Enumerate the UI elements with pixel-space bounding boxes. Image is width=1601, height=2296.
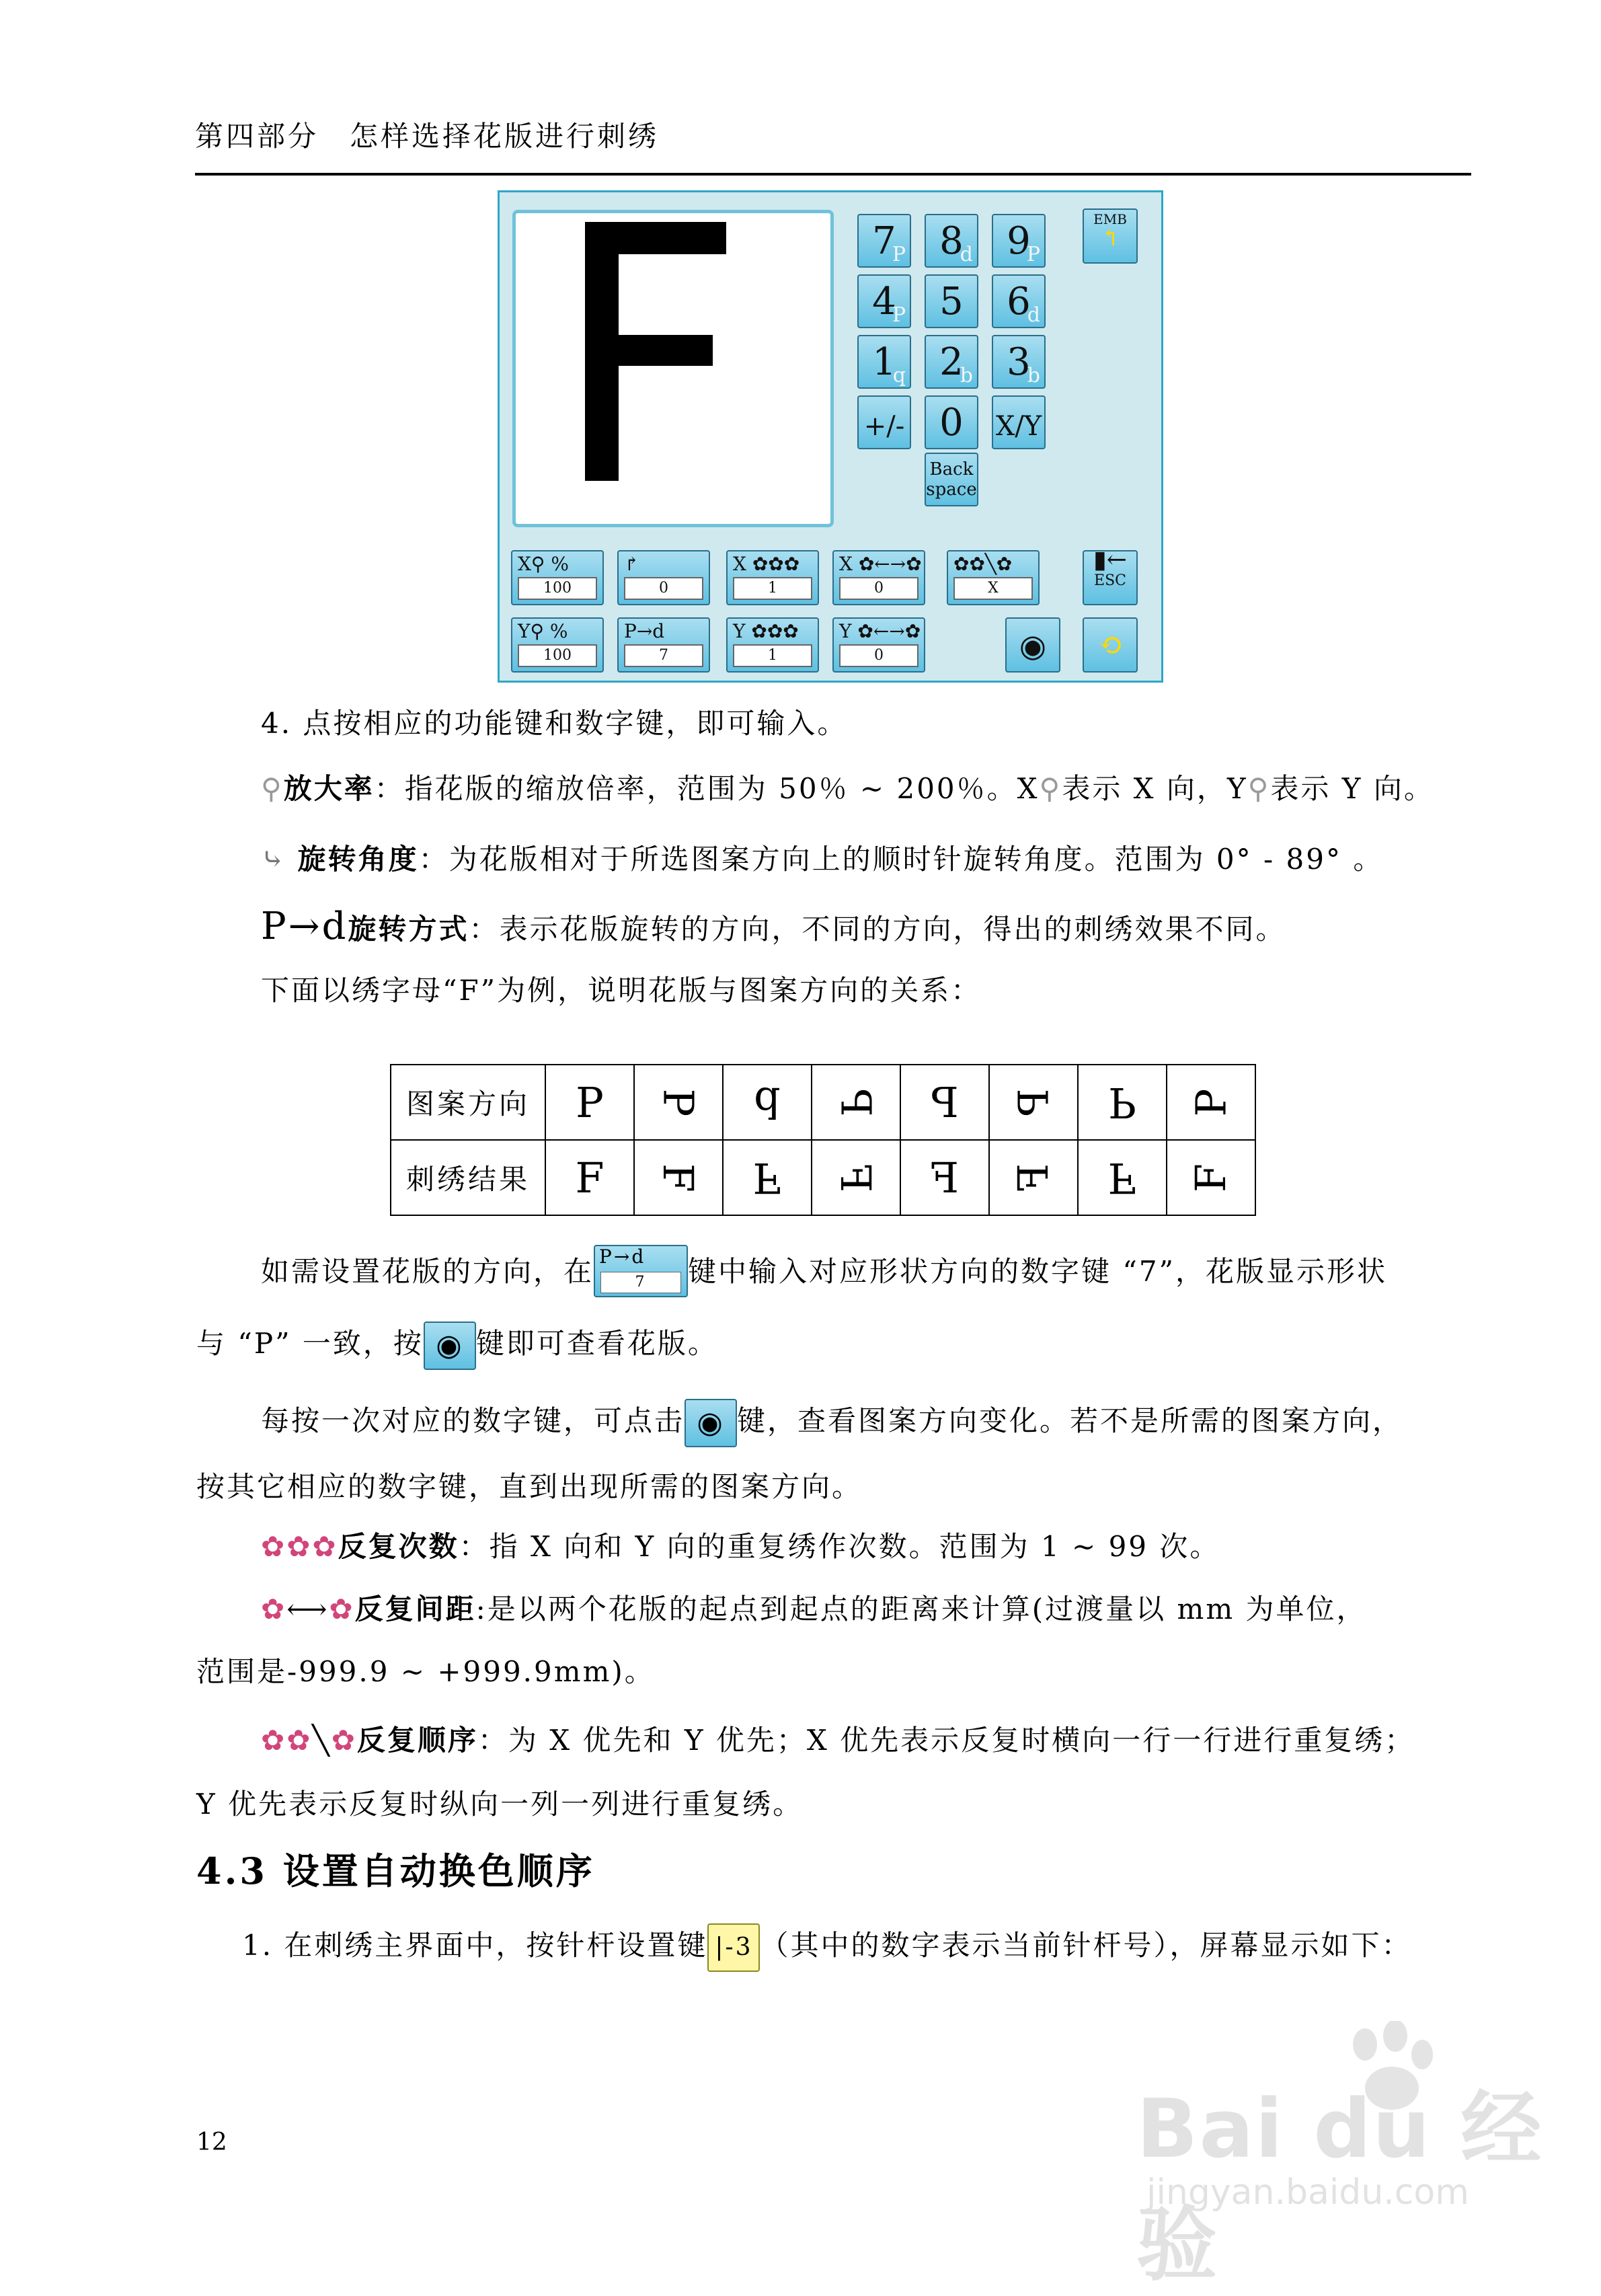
result-cell-1 <box>634 1140 723 1215</box>
flower-spacing-icon: ✿⟷✿ <box>261 1593 355 1625</box>
numpad-key-label: 6 <box>1007 280 1031 323</box>
emb-label: EMB <box>1093 211 1127 227</box>
repeat-text: ：指 X 向和 Y 向的重复绣作次数。范围为 1 ~ 99 次。 <box>459 1530 1220 1563</box>
flower-order-icon: ✿✿╲✿ <box>261 1724 357 1757</box>
loop-arrow-icon: ⟲ <box>1097 628 1123 662</box>
numpad-key-0[interactable] <box>857 214 911 268</box>
step-4: 4. 点按相应的功能键和数字键，即可输入。 <box>261 707 848 740</box>
numpad-key-orientation: q <box>892 364 906 387</box>
step-1-text-a: 1. 在刺绣主界面中，按针杆设置键 <box>242 1929 708 1962</box>
numpad-key-label: +/- <box>863 411 905 442</box>
numpad-key-label: 4 <box>872 280 896 323</box>
result-glyph: F <box>1009 1163 1058 1192</box>
result-cell-3 <box>812 1140 900 1215</box>
fn-row2-key-3[interactable] <box>832 617 925 673</box>
order-text-2: Y 优先表示反复时纵向一列一列进行重复绣。 <box>196 1788 804 1821</box>
numpad-key-label: 1 <box>872 340 896 384</box>
function-key-value: X <box>953 577 1033 600</box>
esc-key[interactable] <box>1083 546 1138 605</box>
function-key-value: 0 <box>839 577 919 600</box>
result-cell-6 <box>1078 1140 1167 1215</box>
watermark-url: jingyan.baidu.com <box>1146 2172 1469 2213</box>
eye-icon: ◉ <box>1019 627 1047 664</box>
numpad-key-6[interactable] <box>857 335 911 389</box>
check-paragraph-1 <box>261 1399 1403 1447</box>
numpad-key-orientation: d <box>1027 303 1040 327</box>
set-direction-text-c: 与 “P” 一致，按 <box>196 1327 424 1360</box>
pattern-cell-3 <box>812 1065 900 1140</box>
pattern-glyph: P <box>1009 1088 1058 1116</box>
view-pattern-button[interactable] <box>1005 617 1060 673</box>
watermark-brand: Bai du 经验 <box>1136 2083 1543 2292</box>
exit-door-icon: ▮← <box>1093 546 1127 574</box>
function-key-value: 1 <box>733 577 812 600</box>
orientation-table <box>390 1064 1256 1216</box>
pattern-cell-6 <box>1078 1065 1167 1140</box>
numpad-key-label: 8 <box>939 219 964 263</box>
numpad-key-label: 0 <box>939 401 964 445</box>
rotate-angle-icon: ⤷ <box>261 843 287 876</box>
set-direction-paragraph-2 <box>196 1322 718 1370</box>
spacing-term: 反复间距 <box>354 1593 476 1625</box>
rotate-term: 旋转角度 <box>297 843 419 876</box>
pattern-glyph: P <box>931 1077 959 1127</box>
result-cell-5 <box>989 1140 1078 1215</box>
numpad-key-orientation: b <box>1027 364 1040 387</box>
backspace-key[interactable]: Back space <box>925 453 978 506</box>
numpad-key-label: 9 <box>1007 219 1031 263</box>
result-glyph: F <box>654 1163 703 1192</box>
set-direction-text-a: 如需设置花版的方向，在 <box>261 1255 594 1288</box>
function-key-label: X⚲ % <box>518 553 569 575</box>
row-label-pattern: 图案方向 <box>391 1065 545 1140</box>
section-heading: 4.3 设置自动换色顺序 <box>196 1849 595 1892</box>
numpad-key-5[interactable] <box>992 274 1046 328</box>
rotmode-paragraph <box>261 905 1286 948</box>
result-cell-7 <box>1167 1140 1255 1215</box>
pattern-cell-0 <box>545 1065 634 1140</box>
result-cell-2 <box>723 1140 812 1215</box>
function-key-value: 100 <box>518 577 597 600</box>
numpad-key-orientation: b <box>960 364 973 387</box>
spacing-text: :是以两个花版的起点到起点的距离来计算(过渡量以 mm 为单位， <box>475 1593 1367 1625</box>
rotmode-term: 旋转方式 <box>348 913 469 946</box>
esc-label: ESC <box>1094 572 1126 589</box>
pattern-cell-4 <box>900 1065 989 1140</box>
result-cell-4 <box>900 1140 989 1215</box>
flower-triple-icon: ✿✿✿ <box>261 1530 338 1563</box>
fn-row1-key-0[interactable] <box>511 550 604 605</box>
x-magnifier-icon: X⚲ <box>1017 772 1062 805</box>
pattern-cell-1 <box>634 1065 723 1140</box>
function-key-label: Y ✿←→✿ <box>839 620 921 642</box>
numpad-key-10[interactable] <box>925 395 978 449</box>
spacing-paragraph <box>261 1591 1367 1628</box>
numpad-key-4[interactable] <box>925 274 978 328</box>
confirm-button[interactable] <box>1083 617 1138 673</box>
pattern-cell-7 <box>1167 1065 1255 1140</box>
numpad-key-label: X/Y <box>995 411 1042 442</box>
order-paragraph <box>261 1722 1415 1759</box>
preview-letter-f <box>585 222 733 481</box>
repeat-term: 反复次数 <box>338 1530 459 1563</box>
numpad-key-9[interactable] <box>857 395 911 449</box>
eye-key-icon: ◉ <box>424 1322 476 1370</box>
check-text-a: 每按一次对应的数字键，可点击 <box>261 1404 685 1437</box>
numpad-key-label: 2 <box>939 340 964 384</box>
function-key-value: 1 <box>733 644 812 667</box>
rotmode-key-icon <box>594 1245 688 1297</box>
check-text-b: 键，查看图案方向变化。若不是所需的图案方向， <box>737 1404 1403 1437</box>
fn-row1-key-1[interactable] <box>617 550 710 605</box>
function-key-value: 7 <box>624 644 703 667</box>
function-key-value: 0 <box>839 644 919 667</box>
pattern-glyph: d <box>754 1077 781 1127</box>
pattern-glyph: P <box>1108 1077 1136 1127</box>
numpad-key-7[interactable] <box>925 335 978 389</box>
numpad-key-label: 5 <box>939 280 964 323</box>
check-paragraph-2: 按其它相应的数字键，直到出现所需的图案方向。 <box>196 1470 863 1503</box>
set-direction-text-b: 键中输入对应形状方向的数字键 “7”，花版显示形状 <box>688 1255 1388 1288</box>
step-1-text-b: （其中的数字表示当前针杆号），屏幕显示如下： <box>760 1929 1412 1962</box>
result-glyph: F <box>1186 1163 1236 1192</box>
function-key-label: X ✿←→✿ <box>839 553 922 575</box>
set-direction-text-d: 键即可查看花版。 <box>475 1327 718 1360</box>
result-glyph: F <box>1107 1153 1137 1202</box>
result-glyph: F <box>752 1153 782 1202</box>
fn-row2-key-1[interactable] <box>617 617 710 673</box>
numpad-key-11[interactable] <box>992 395 1046 449</box>
example-intro: 下面以绣字母“F”为例，说明花版与图案方向的关系： <box>261 974 982 1007</box>
numpad-key-label: 7 <box>872 219 896 263</box>
fn-row1-key-2[interactable] <box>726 550 819 605</box>
eye-key-icon-2: ◉ <box>685 1399 737 1447</box>
rotmode-key-label: P→d <box>599 1246 646 1268</box>
rotmode-key-value: 7 <box>600 1272 681 1293</box>
order-term: 反复顺序 <box>356 1724 478 1757</box>
pattern-glyph: P <box>576 1077 604 1127</box>
numpad-key-orientation: P <box>892 303 906 327</box>
numpad-key-orientation: P <box>1026 243 1040 266</box>
numpad-key-orientation: P <box>892 243 906 266</box>
magnifier-icon: ⚲ <box>261 772 284 805</box>
zoom-paragraph <box>261 770 1434 808</box>
numpad-key-2[interactable] <box>992 214 1046 268</box>
repeat-count-paragraph <box>261 1528 1220 1566</box>
fn-row1-key-3[interactable] <box>832 550 925 605</box>
page-number: 12 <box>196 2129 227 2156</box>
fn-row1-key-4[interactable] <box>947 550 1040 605</box>
function-key-label: ↱ <box>624 553 640 575</box>
numpad-key-8[interactable] <box>992 335 1046 389</box>
result-glyph: F <box>930 1153 960 1202</box>
order-text: ：为 X 优先和 Y 优先；X 优先表示反复时横向一行一行进行重复绣； <box>477 1724 1415 1757</box>
header-rule <box>195 173 1471 176</box>
running-header: 第四部分 怎样选择花版进行刺绣 <box>195 120 660 153</box>
numpad-key-orientation: d <box>960 243 973 266</box>
needle-bar-key-icon: |-3 <box>707 1923 760 1972</box>
emb-key[interactable] <box>1083 208 1138 264</box>
result-glyph: F <box>831 1163 881 1192</box>
rotmode-text: ：表示花版旋转的方向，不同的方向，得出的刺绣效果不同。 <box>469 913 1286 946</box>
function-key-label: Y ✿✿✿ <box>733 620 799 642</box>
set-direction-paragraph-1 <box>261 1248 1387 1300</box>
pattern-glyph: P <box>654 1088 703 1116</box>
row-label-result: 刺绣结果 <box>391 1140 545 1215</box>
zoom-term: 放大率 <box>283 772 375 805</box>
zoom-x-text: 表示 X 向， <box>1062 772 1227 805</box>
zoom-text: ：指花版的缩放倍率，范围为 50％ ~ 200％。 <box>374 772 1017 805</box>
numpad-key-label: 3 <box>1007 340 1031 384</box>
pattern-cell-2 <box>723 1065 812 1140</box>
function-key-value: 0 <box>624 577 703 600</box>
numpad-key-3[interactable] <box>857 274 911 328</box>
return-arrow-icon: ↰ <box>1100 225 1120 252</box>
result-glyph: F <box>575 1153 604 1202</box>
pattern-cell-5 <box>989 1065 1078 1140</box>
result-cell-0 <box>545 1140 634 1215</box>
function-key-label: Y⚲ % <box>518 620 568 642</box>
pattern-glyph: P <box>831 1088 881 1116</box>
function-key-label: P→d <box>624 620 665 642</box>
y-magnifier-icon: Y⚲ <box>1226 772 1271 805</box>
rotate-paragraph <box>261 841 1383 878</box>
pattern-glyph: P <box>1186 1088 1236 1116</box>
step-1-paragraph <box>242 1923 1411 1972</box>
rotate-text: ：为花版相对于所选图案方向上的顺时针旋转角度。范围为 0° - 89° 。 <box>418 843 1384 876</box>
function-key-label: X ✿✿✿ <box>733 553 800 575</box>
spacing-range: 范围是-999.9 ~ +999.9mm)。 <box>196 1655 655 1688</box>
function-key-value: 100 <box>518 644 597 667</box>
fn-row2-key-0[interactable] <box>511 617 604 673</box>
function-key-label: ✿✿╲✿ <box>953 553 1013 575</box>
zoom-y-text: 表示 Y 向。 <box>1270 772 1434 805</box>
rotmode-icon: P→d <box>261 905 348 948</box>
numpad-key-1[interactable] <box>925 214 978 268</box>
fn-row2-key-2[interactable] <box>726 617 819 673</box>
